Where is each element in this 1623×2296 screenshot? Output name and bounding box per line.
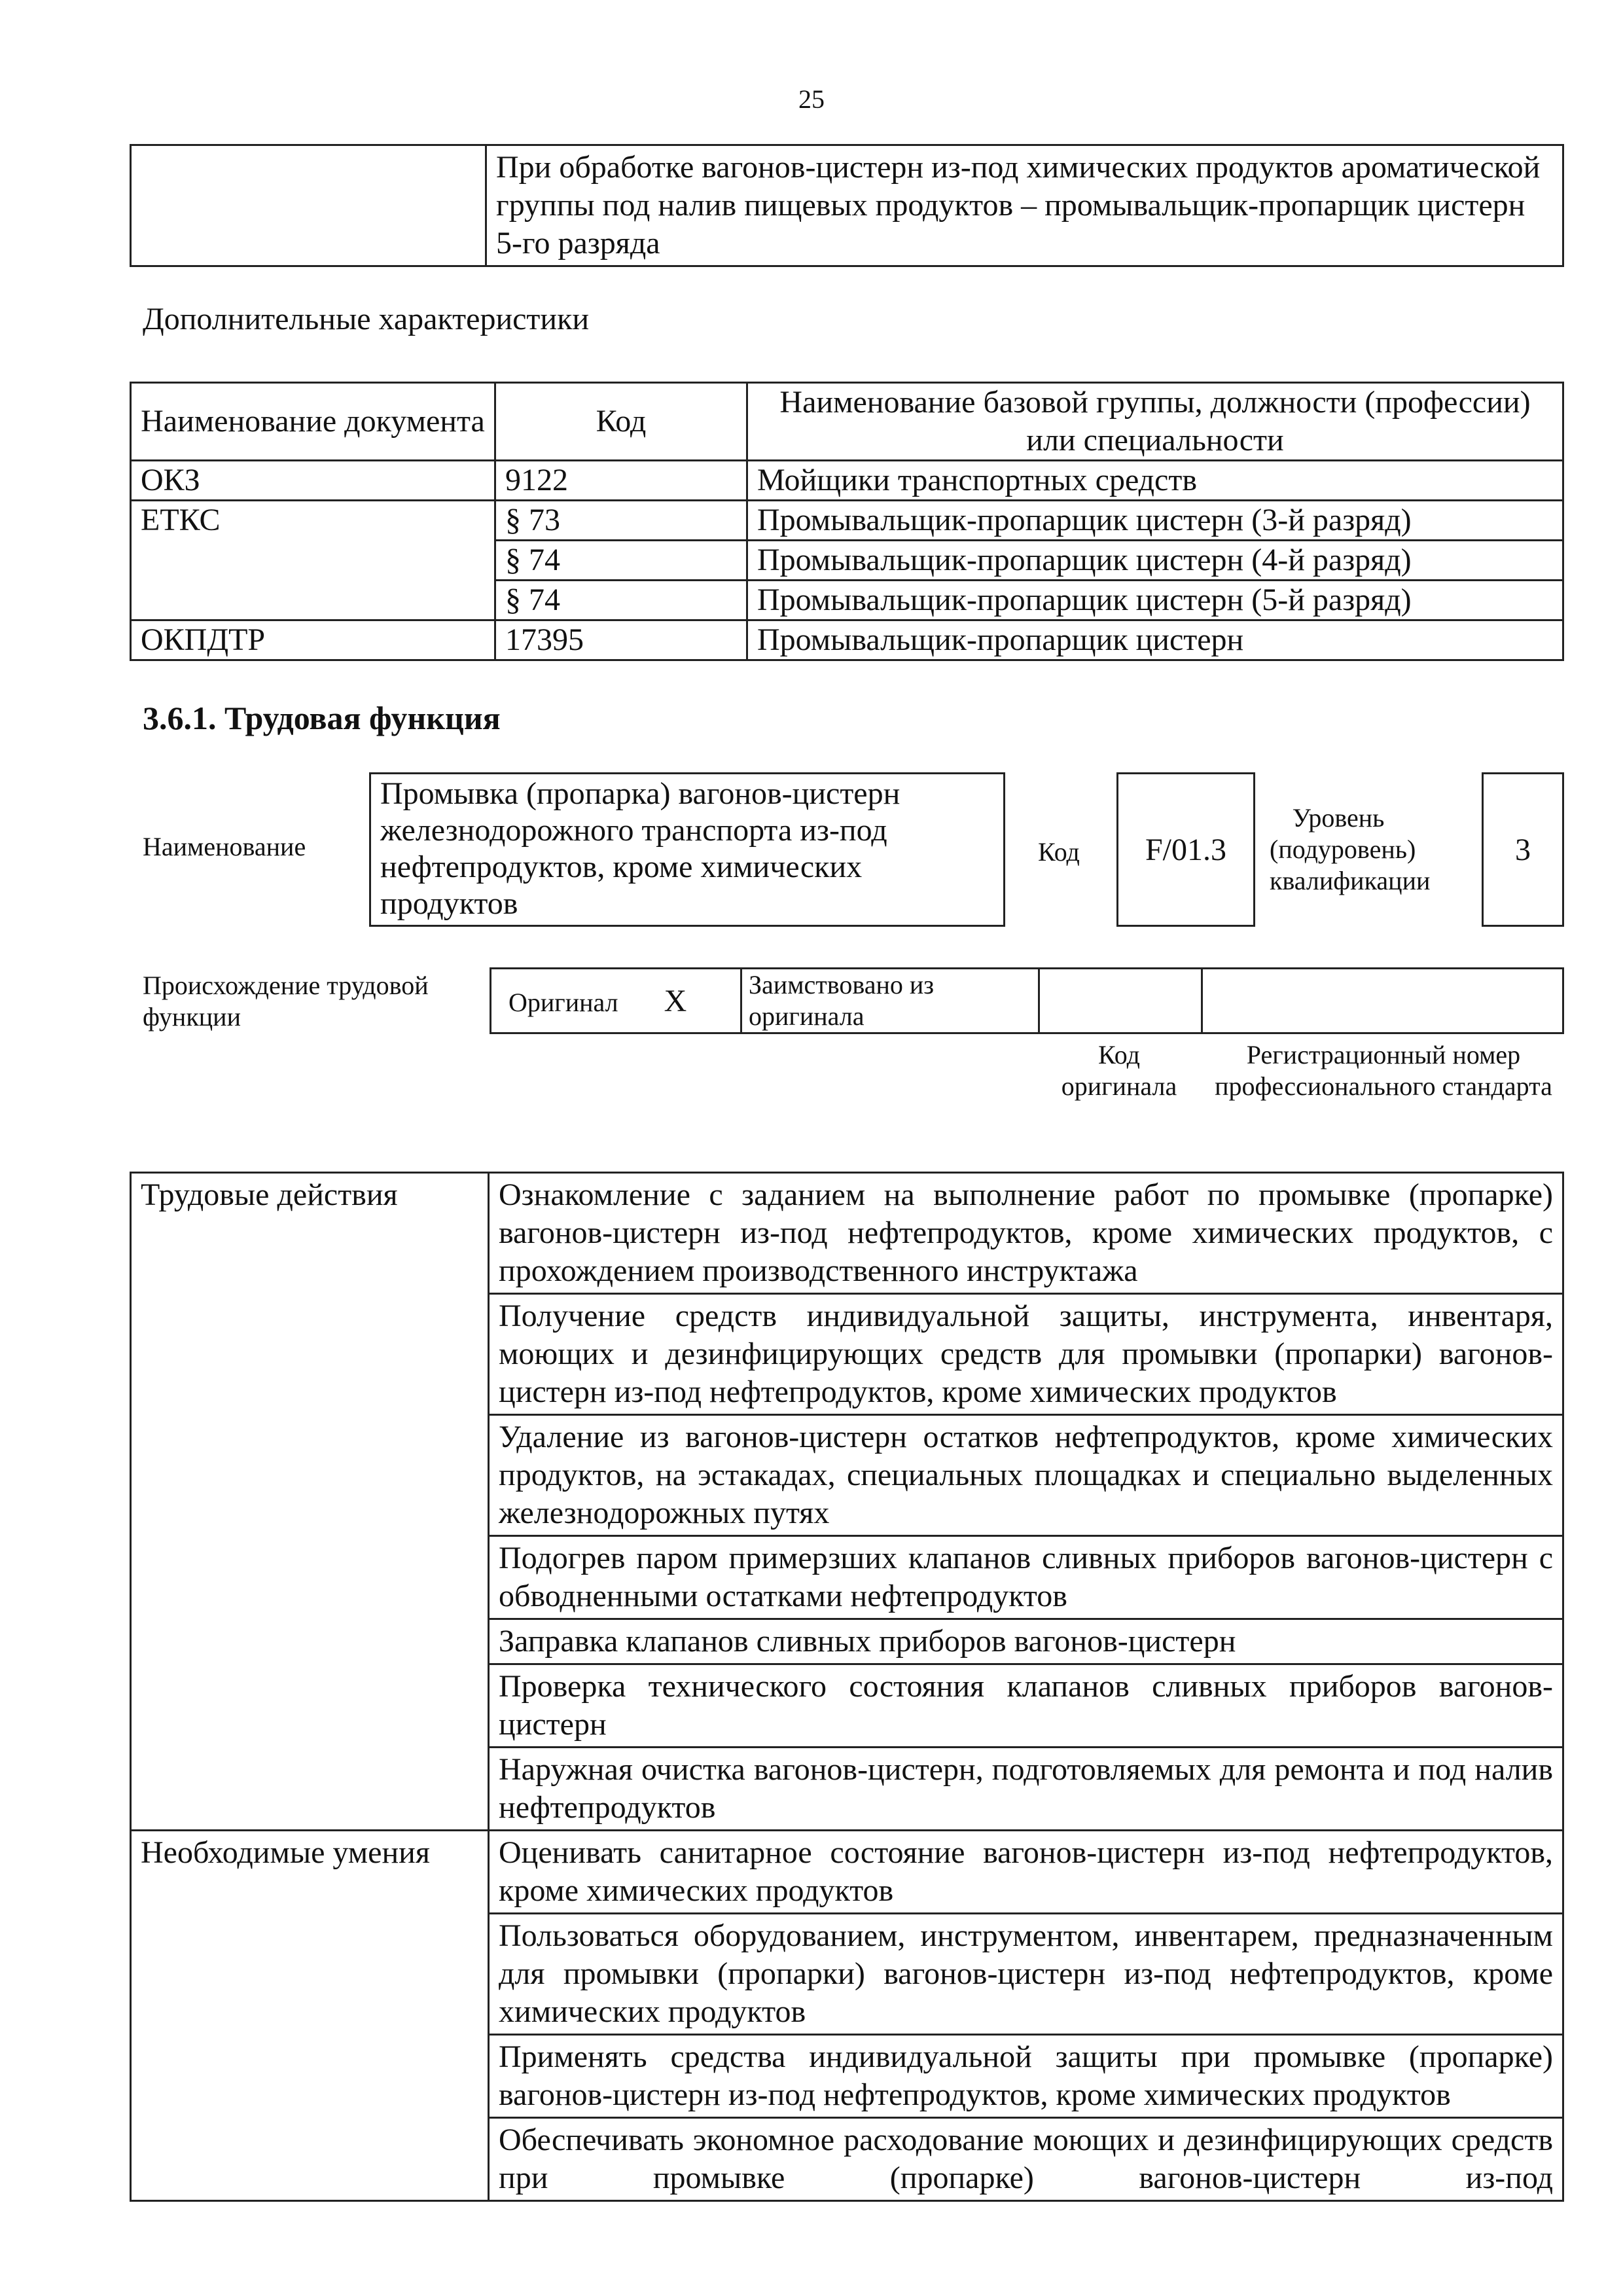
function-code-box: F/01.3 [1116, 772, 1255, 927]
list-item: Удаление из вагонов-цистерн остатков нефтепродуктов, кроме химических продуктов, на эстакадах, специальных площадках и специально выделенных железнодорожных путях [489, 1415, 1563, 1536]
labor-function-heading: 3.6.1. Трудовая функция [143, 700, 501, 736]
row-code: § 73 [495, 501, 747, 541]
row-doc: ОКЗ [131, 461, 495, 501]
list-item: Обеспечивать экономное расходование моющих и дезинфицирующих средств при промывке (пропарке) вагонов-цистерн из-под [489, 2118, 1563, 2201]
empty-cell [131, 145, 486, 266]
origin-table [490, 967, 1564, 1034]
list-item: Применять средства индивидуальной защиты при промывке (пропарке) вагонов-цистерн из-под нефтепродуктов, кроме химических продуктов [489, 2035, 1563, 2118]
additional-characteristics-heading: Дополнительные характеристики [143, 302, 590, 336]
additional-characteristics-table [130, 382, 1564, 661]
list-item: Проверка технического состояния клапанов сливных приборов вагонов-цистерн [489, 1664, 1563, 1748]
table-row [131, 1173, 1563, 1294]
table-row [131, 501, 1563, 541]
list-item: Оценивать санитарное состояние вагонов-цистерн из-под нефтепродуктов, кроме химических продуктов [489, 1831, 1563, 1914]
code-label: Код [1038, 837, 1080, 867]
table-row [131, 461, 1563, 501]
table-row [131, 620, 1563, 660]
original-code-cell [1039, 969, 1202, 1033]
list-item: Заправка клапанов сливных приборов вагонов-цистерн [489, 1619, 1563, 1664]
labor-actions-table [130, 1172, 1564, 2202]
row-doc: ЕТКС [131, 501, 495, 620]
header-document: Наименование документа [131, 383, 495, 461]
code-original-caption: Код оригинала [1061, 1040, 1177, 1101]
header-name: Наименование базовой группы, должности (профессии) или специальности [747, 383, 1563, 461]
original-label: Оригинал [508, 987, 618, 1017]
top-table-text: При обработке вагонов-цистерн из-под химических продуктов ароматической группы под налив пищевых продуктов – промывальщик-пропарщик цистерн 5-го разряда [486, 145, 1563, 266]
list-item: Получение средств индивидуальной защиты, инструмента, инвентаря, моющих и дезинфицирующих средств для промывки (пропарки) вагонов-цистерн из-под нефтепродуктов, кроме химических продуктов [489, 1294, 1563, 1415]
origin-label: Происхождение трудовой функции [143, 971, 429, 1031]
list-item: Ознакомление с заданием на выполнение работ по промывке (пропарке) вагонов-цистерн из-под нефтепродуктов, кроме химических продуктов, с прохождением производственного инструктажа [489, 1173, 1563, 1294]
top-continuation-table [130, 144, 1564, 267]
labor-actions-label: Трудовые действия [131, 1173, 489, 1831]
required-skills-label: Необходимые умения [131, 1831, 489, 2201]
table-row [131, 1831, 1563, 1914]
page-number: 25 [798, 84, 825, 114]
row-name: Промывальщик-пропарщик цистерн [747, 620, 1563, 660]
original-cell [491, 969, 741, 1033]
row-doc: ОКПДТР [131, 620, 495, 660]
registration-number-caption: Регистрационный номер профессионального стандарта [1215, 1040, 1552, 1101]
row-name: Промывальщик-пропарщик цистерн (5-й разряд) [747, 581, 1563, 620]
borrowed-label: Заимствовано из оригинала [741, 969, 1039, 1033]
row-code: 17395 [495, 620, 747, 660]
level-value-box: 3 [1482, 772, 1564, 927]
function-name-box: Промывка (пропарка) вагонов-цистерн железнодорожного транспорта из-под нефтепродуктов, кроме химических продуктов [369, 772, 1005, 927]
list-item: Пользоваться оборудованием, инструментом, инвентарем, предназначенным для промывки (пропарки) вагонов-цистерн из-под нефтепродуктов, кроме химических продуктов [489, 1914, 1563, 2035]
row-name: Мойщики транспортных средств [747, 461, 1563, 501]
row-name: Промывальщик-пропарщик цистерн (3-й разряд) [747, 501, 1563, 541]
level-label: Уровень (подуровень) квалификации [1270, 803, 1431, 895]
list-item: Наружная очистка вагонов-цистерн, подготовляемых для ремонта и под налив нефтепродуктов [489, 1748, 1563, 1831]
row-code: § 74 [495, 581, 747, 620]
name-label: Наименование [143, 832, 306, 861]
row-code: § 74 [495, 541, 747, 581]
row-code: 9122 [495, 461, 747, 501]
table-header-row [131, 383, 1563, 461]
header-code: Код [495, 383, 747, 461]
row-name: Промывальщик-пропарщик цистерн (4-й разряд) [747, 541, 1563, 581]
original-mark: X [664, 983, 687, 1018]
registration-number-cell [1202, 969, 1563, 1033]
list-item: Подогрев паром примерзших клапанов сливных приборов вагонов-цистерн с обводненными остатками нефтепродуктов [489, 1536, 1563, 1619]
